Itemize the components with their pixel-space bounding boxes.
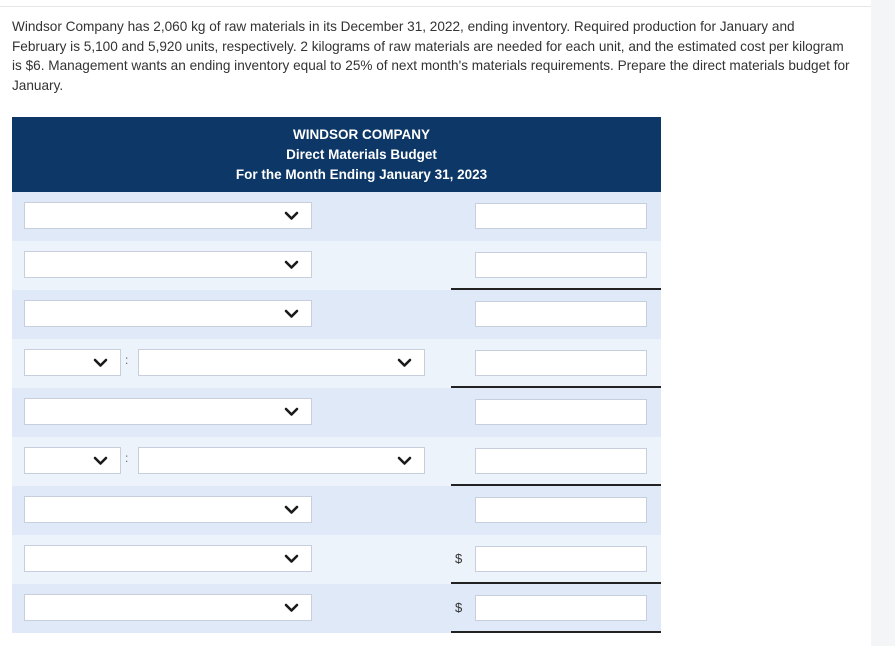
dollar-sign: $ (455, 551, 463, 566)
label-dropdown[interactable] (138, 447, 425, 474)
company-name: WINDSOR COMPANY (293, 126, 430, 142)
chevron-down-icon (284, 306, 299, 321)
chevron-down-icon (397, 355, 412, 370)
budget-row (12, 535, 661, 584)
budget-row (12, 339, 661, 388)
amount-input[interactable] (475, 301, 647, 327)
amount-input[interactable] (475, 497, 647, 523)
chevron-down-icon (397, 453, 412, 468)
chevron-down-icon (93, 355, 108, 370)
budget-rows (12, 192, 661, 633)
chevron-down-icon (284, 404, 299, 419)
amount-input[interactable] (475, 252, 647, 278)
label-dropdown[interactable] (24, 300, 312, 327)
chevron-down-icon (284, 551, 299, 566)
budget-title: Direct Materials Budget (286, 146, 437, 162)
label-dropdown[interactable] (24, 398, 312, 425)
budget-row (12, 584, 661, 633)
budget-row (12, 388, 661, 437)
direct-materials-budget-table (12, 117, 661, 633)
question-text: Windsor Company has 2,060 kg of raw materials in its December 31, 2022, ending inventory. Required production for January and February is 5,100 and 5,920 units, respectively. 2 kilograms of raw materials are needed for each unit, and the estimated cost per kilogram is $6. Management wants an ending inventory equal to 25% of next month's materials requirements. Prepare the direct materials budget for January. (12, 19, 850, 93)
operator-dropdown[interactable] (24, 349, 121, 376)
label-dropdown[interactable] (24, 594, 312, 621)
total-underline (451, 631, 661, 633)
label-dropdown[interactable] (24, 251, 312, 278)
amount-input[interactable] (475, 546, 647, 572)
chevron-down-icon (93, 453, 108, 468)
dollar-sign: $ (455, 600, 463, 615)
chevron-down-icon (284, 600, 299, 615)
chevron-down-icon (284, 257, 299, 272)
label-dropdown[interactable] (24, 202, 312, 229)
label-dropdown[interactable] (24, 496, 312, 523)
chevron-down-icon (284, 502, 299, 517)
amount-input[interactable] (475, 448, 647, 474)
amount-input[interactable] (475, 399, 647, 425)
right-gutter (871, 0, 895, 646)
colon-separator: : (125, 451, 129, 465)
budget-header (12, 117, 661, 192)
chevron-down-icon (284, 208, 299, 223)
label-dropdown[interactable] (138, 349, 425, 376)
colon-separator: : (125, 353, 129, 367)
budget-row (12, 486, 661, 535)
amount-input[interactable] (475, 203, 647, 229)
budget-period: For the Month Ending January 31, 2023 (235, 166, 488, 182)
budget-row (12, 290, 661, 339)
top-divider (0, 6, 871, 7)
amount-input[interactable] (475, 350, 647, 376)
budget-row (12, 241, 661, 290)
budget-row (12, 437, 661, 486)
label-dropdown[interactable] (24, 545, 312, 572)
amount-input[interactable] (475, 595, 647, 621)
budget-row (12, 192, 661, 241)
operator-dropdown[interactable] (24, 447, 121, 474)
